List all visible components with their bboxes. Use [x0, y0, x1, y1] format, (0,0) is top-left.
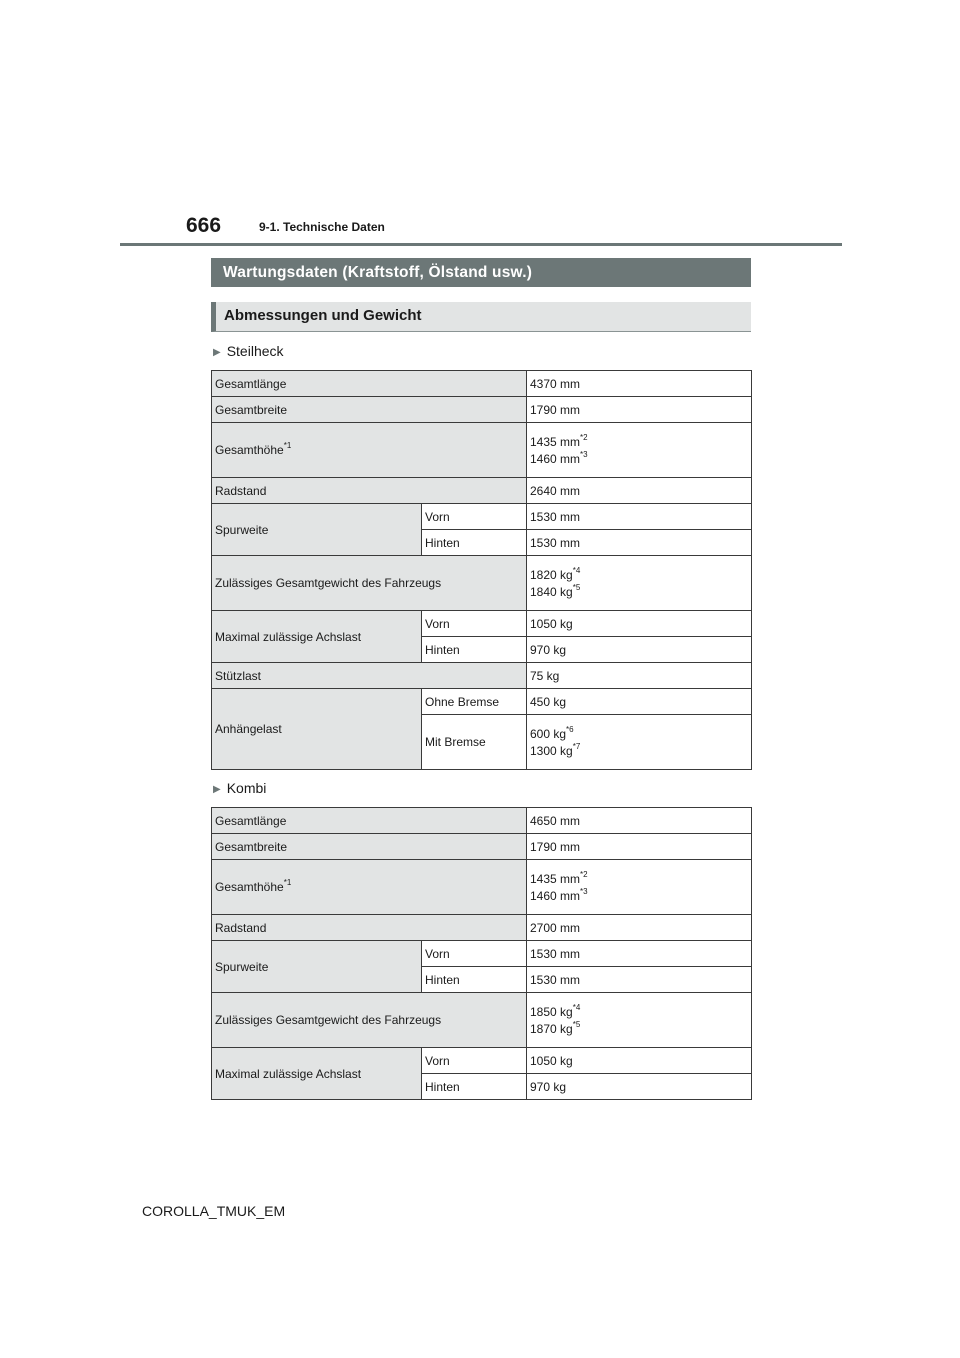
footnote-ref: *6	[566, 724, 574, 734]
sub-label: Vorn	[422, 611, 527, 637]
table-row	[212, 941, 752, 967]
row-value: 1530 mm	[527, 504, 752, 530]
sub-label: Vorn	[422, 1048, 527, 1074]
table-row	[212, 397, 752, 423]
row-label: Gesamtbreite	[212, 397, 527, 423]
row-value: 4650 mm	[527, 808, 752, 834]
page-number: 666	[186, 214, 222, 237]
table-row	[212, 808, 752, 834]
row-value: 4370 mm	[527, 371, 752, 397]
row-label: Spurweite	[212, 941, 422, 993]
row-value: 1790 mm	[527, 397, 752, 423]
table-row	[212, 1048, 752, 1074]
row-value: 1850 $kg^{*4}$ 1870 $kg^{*5}$	[527, 993, 752, 1048]
row-value: 970 kg	[527, 1074, 752, 1100]
table-row	[212, 860, 752, 915]
row-value: 1790 mm	[527, 834, 752, 860]
footnote-ref: *2	[580, 869, 588, 879]
sub-label: Vorn	[422, 941, 527, 967]
subsection-title: Abmessungen und Gewicht	[211, 302, 751, 332]
footnote-ref: *4	[572, 565, 581, 575]
table-row	[212, 611, 752, 637]
footnote-ref: *1	[283, 878, 292, 887]
document-footer: COROLLA_TMUK_EM	[142, 1203, 286, 1219]
footnote-ref: *7	[572, 741, 581, 751]
table-row	[212, 663, 752, 689]
triangle-bullet-icon: ▶	[213, 347, 221, 358]
triangle-bullet-icon: ▶	[213, 784, 221, 795]
footnote-ref: *2	[580, 432, 588, 442]
table-row	[212, 371, 752, 397]
row-label: Gesamtlänge	[212, 371, 527, 397]
row-value: 1050 kg	[527, 1048, 752, 1074]
row-value: 600 $kg^{*6}$ 1300 $kg^{*7}$	[527, 715, 752, 770]
row-value: 450 kg	[527, 689, 752, 715]
row-value: 2640 mm	[527, 478, 752, 504]
sub-label: Mit Bremse	[422, 715, 527, 770]
table-row	[212, 993, 752, 1048]
row-value: 1435 $mm^{*2}$ 1460 $mm^{*3}$	[527, 423, 752, 478]
spec-table-steilheck	[211, 370, 752, 770]
spec-table-kombi	[211, 807, 752, 1100]
row-label: Gesamtbreite	[212, 834, 527, 860]
sub-label: Hinten	[422, 530, 527, 556]
row-label: Zulässiges Gesamtgewicht des Fahrzeugs	[212, 993, 527, 1048]
footnote-ref: *3	[580, 886, 588, 896]
table-row	[212, 689, 752, 715]
section-title: 9-1. Technische Daten	[259, 220, 385, 234]
row-label: Gesamthöhe$^{*1}$	[212, 423, 527, 478]
variant-label: Steilheck	[226, 343, 284, 359]
table-row	[212, 504, 752, 530]
table-row	[212, 556, 752, 611]
table-row	[212, 834, 752, 860]
row-value: 1820 $kg^{*4}$ 1840 $kg^{*5}$	[527, 556, 752, 611]
row-label: Gesamthöhe$^{*1}$	[212, 860, 527, 915]
table-row	[212, 423, 752, 478]
row-value: 1530 mm	[527, 530, 752, 556]
footnote-ref: *5	[572, 1019, 581, 1029]
footnote-ref: *3	[580, 449, 588, 459]
row-label: Maximal zulässige Achslast	[212, 611, 422, 663]
row-value: 1530 mm	[527, 967, 752, 993]
sub-label: Hinten	[422, 1074, 527, 1100]
row-label: Maximal zulässige Achslast	[212, 1048, 422, 1100]
variant-heading-steilheck	[213, 343, 284, 362]
table-row	[212, 915, 752, 941]
row-value: 1435 $mm^{*2}$ 1460 $mm^{*3}$	[527, 860, 752, 915]
row-value: 970 kg	[527, 637, 752, 663]
sub-label: Vorn	[422, 504, 527, 530]
row-label: Radstand	[212, 478, 527, 504]
sub-label: Hinten	[422, 637, 527, 663]
footnote-ref: *5	[572, 582, 581, 592]
row-value: 1530 mm	[527, 941, 752, 967]
page-title: Wartungsdaten (Kraftstoff, Ölstand usw.)	[211, 258, 751, 287]
sub-label: Ohne Bremse	[422, 689, 527, 715]
row-label: Spurweite	[212, 504, 422, 556]
variant-heading-kombi	[213, 780, 266, 799]
row-value: 1050 kg	[527, 611, 752, 637]
row-value: 75 kg	[527, 663, 752, 689]
row-label: Anhängelast	[212, 689, 422, 770]
row-label: Stützlast	[212, 663, 527, 689]
footnote-ref: *4	[572, 1002, 581, 1012]
table-row	[212, 478, 752, 504]
footnote-ref: *1	[283, 441, 292, 450]
row-label: Zulässiges Gesamtgewicht des Fahrzeugs	[212, 556, 527, 611]
row-value: 2700 mm	[527, 915, 752, 941]
sub-label: Hinten	[422, 967, 527, 993]
row-label: Gesamtlänge	[212, 808, 527, 834]
row-label: Radstand	[212, 915, 527, 941]
variant-label: Kombi	[226, 780, 267, 796]
header-divider	[120, 243, 842, 246]
